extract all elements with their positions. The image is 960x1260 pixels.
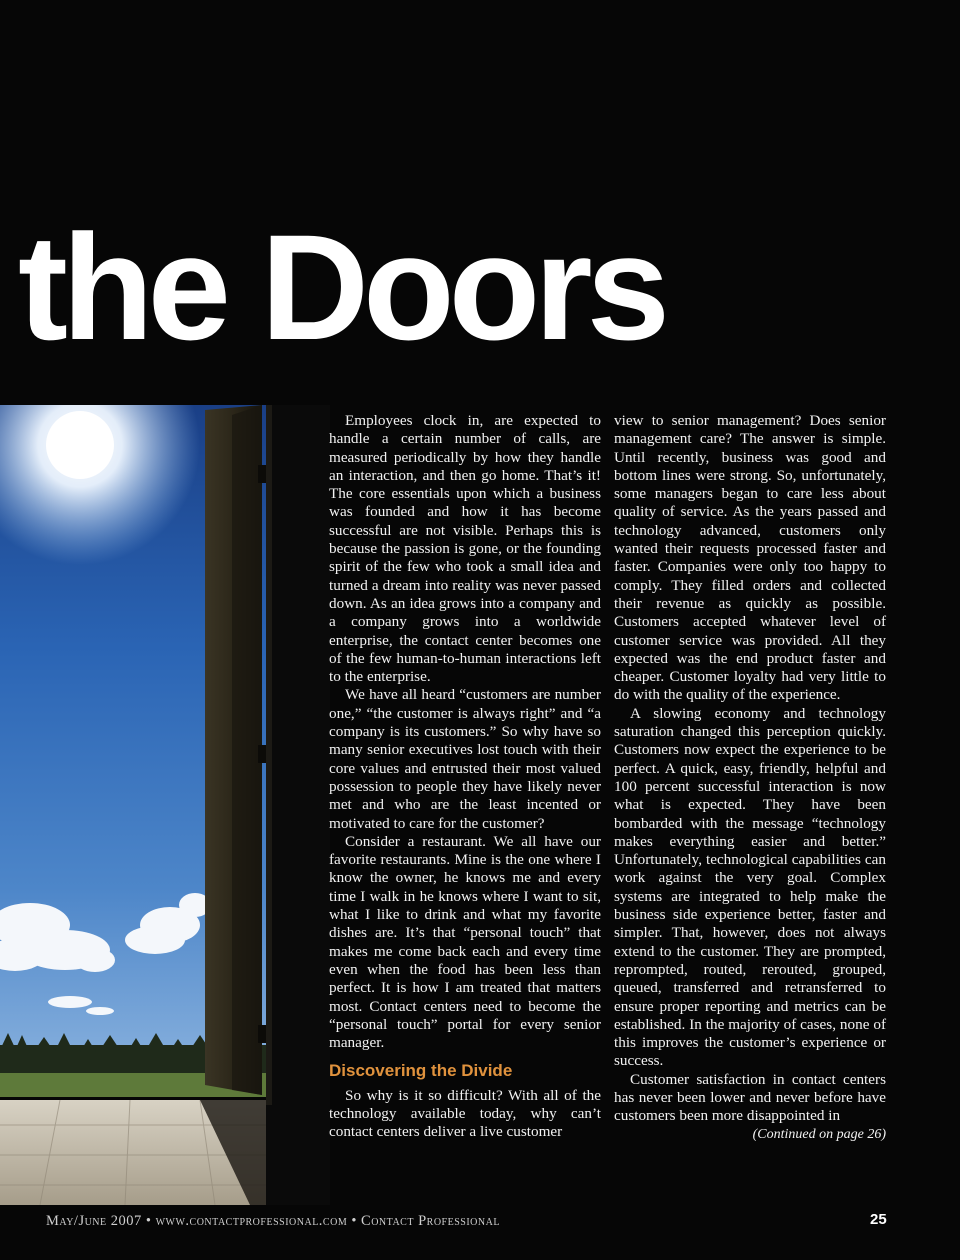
article-column-1 <box>329 412 601 1142</box>
paragraph: Consider a restaurant. We all have our favorite restaurants. Mine is the one where I know the owner, he knows me and every time I walk in he knows where I want to sit, what I like to drink and what my favorite dishes are. It’s that “personal touch” that makes me come back each and every time even when the food has been less than perfect. It is how I am treated that matters most. Contact centers need to become the “personal touch” portal for every senior manager. <box>329 832 601 1052</box>
continued-note: (Continued on page 26) <box>752 1126 886 1142</box>
paragraph <box>614 1070 886 1142</box>
paragraph: A slowing economy and technology saturation changed this perception quickly. Customers now expect the experience to be perfect. A quick, easy, friendly, helpful and 100 percent successful interaction is now what is expected. They have been bombarded with the message “technology makes everything easier and better.” Unfortunately, technological capabilities can work against the very goal. Complex systems are integrated to help make the business side experience better, faster and simpler. That, however, does not always extend to the customer. They are prompted, reprompted, routed, rerouted, grouped, queued, transferred and retransferred to ensure proper reporting and metrics can be established. In the majority of cases, none of this improves the customer’s experience or success. <box>614 704 886 1070</box>
page-footer: May/June 2007 • www.contactprofessional.com • Contact Professional <box>46 1213 500 1229</box>
paragraph-text: Customer satisfaction in contact centers has never been lower and never before have customers been more disappointed in <box>614 1070 886 1125</box>
paragraph: Employees clock in, are expected to handle a certain number of calls, are measured periodically by how they handle an interaction, and then go home. That’s it! The core essentials upon which a business was founded and how it has become successful are not visible. Perhaps this is because the passion is gone, or the founding spirit of the few who took a small idea and turned a dream into reality was never passed down. As an idea grows into a company and a company grows into a worldwide enterprise, the contact center becomes one of the few human-to-human interactions left to the enterprise. <box>329 412 601 686</box>
paragraph: We have all heard “customers are number one,” “the customer is always right” and “a company is its customers.” So why have so many senior executives lost touch with their core values and entrusted their most valued possession to people they have likely never met and who are the least incented or motivated to care for the customer? <box>329 686 601 832</box>
page-number: 25 <box>870 1211 887 1228</box>
section-subhead: Discovering the Divide <box>329 1061 513 1081</box>
paragraph: view to senior management? Does senior management care? The answer is simple. Until recently, business was good and bottom lines were strong. So, unfortunately, some managers began to care less about quality of service. As the years passed and technology advanced, customers only wanted their requests processed faster and faster. Companies were only too happy to comply. They filled orders and collected their revenue as quickly as possible. Customers accepted whatever level of customer service was provided. All they expected was the end product faster and cheaper. Customer loyalty had very little to do with the quality of the experience. <box>614 412 886 704</box>
doorway-image <box>0 405 330 1205</box>
doorway-illustration <box>0 405 330 1205</box>
article-column-2 <box>614 412 886 1144</box>
paragraph: So why is it so difficult? With all of the technology available today, why can’t contact centers deliver a live customer <box>329 1086 601 1141</box>
headline: the Doors <box>18 203 665 371</box>
